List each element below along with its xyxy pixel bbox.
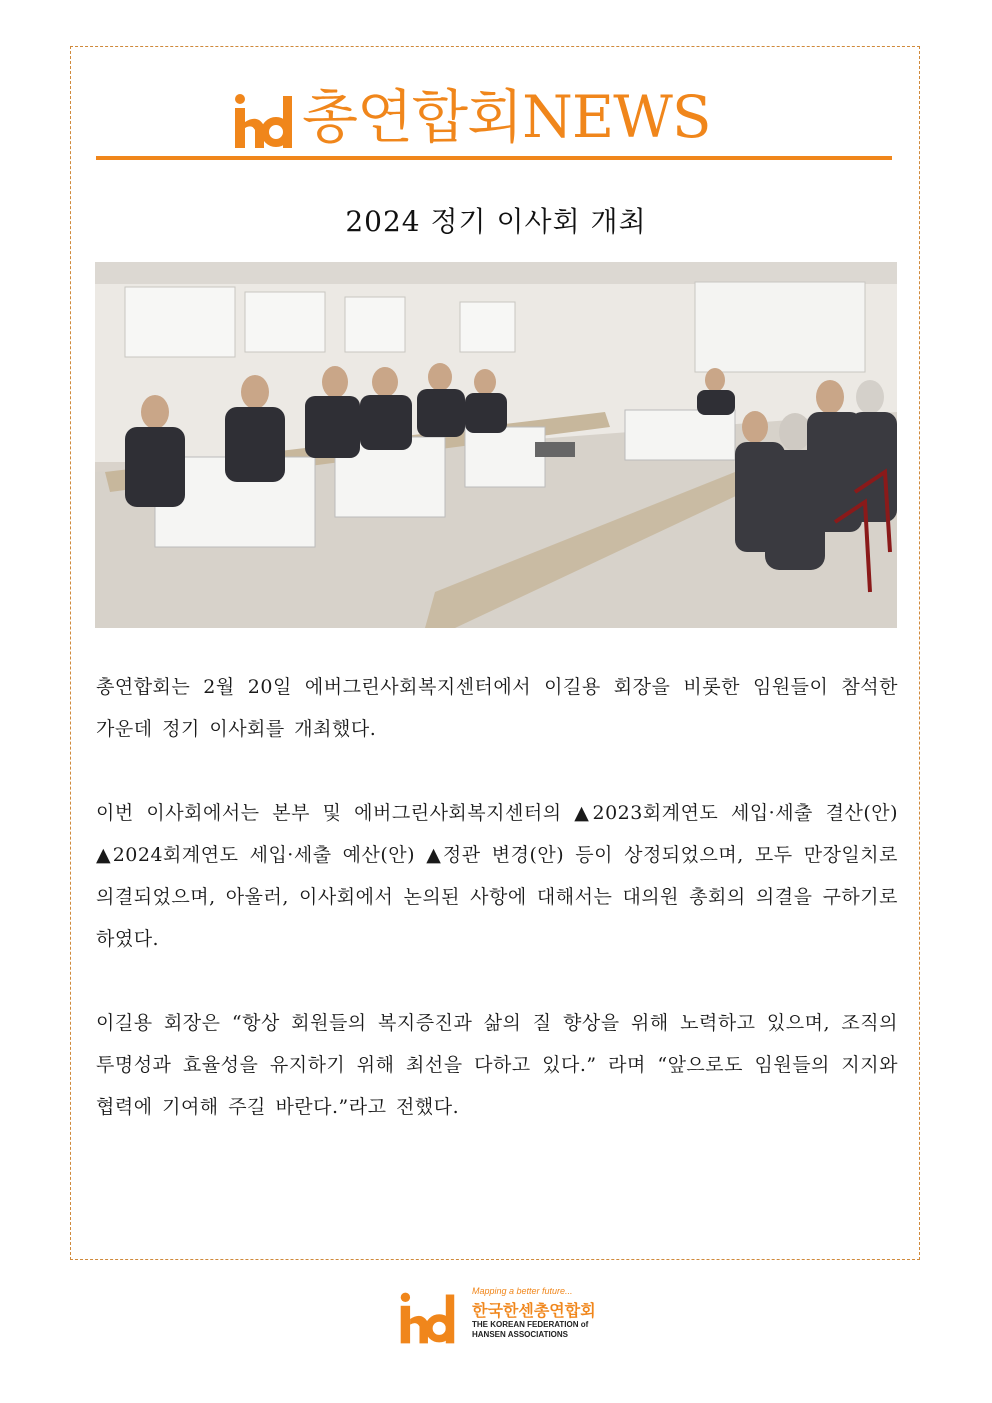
footer-org-name-en-line2: HANSEN ASSOCIATIONS: [472, 1330, 569, 1339]
footer: [396, 1284, 636, 1354]
masthead-title: 총연합회NEWS: [302, 83, 711, 151]
article-paragraph: 총연합회는 2월 20일 에버그린사회복지센터에서 이길용 회장을 비롯한 임원들이 참석한 가운데 정기 이사회를 개최했다.: [96, 676, 898, 740]
footer-org-name-en: [472, 1320, 642, 1340]
article-paragraph: 이번 이사회에서는 본부 및 에버그린사회복지센터의 ▲2023회계연도 세입·세출 결산(안) ▲2024회계연도 세입·세출 예산(안) ▲정관 변경(안) 등이 상정되었으며, 모두 만장일치로 의결되었으며, 아울러, 이사회에서 논의된 사항에 대해서는 대의원 총회의 의결을 구하기로 하였다.: [96, 802, 898, 950]
hd-logo-icon: [230, 92, 296, 150]
hd-logo-icon: [396, 1290, 458, 1346]
masthead-rule: [96, 156, 892, 160]
article-body: [96, 666, 898, 1170]
footer-org-name: 한국한센총연합회: [472, 1301, 596, 1320]
footer-org-name-en-line1: THE KOREAN FEDERATION of: [472, 1320, 589, 1329]
footer-tagline: Mapping a better future...: [472, 1286, 573, 1296]
article-paragraph: 이길용 회장은 “항상 회원들의 복지증진과 삶의 질 향상을 위해 노력하고 있으며, 조직의 투명성과 효율성을 유지하기 위해 최선을 다하고 있다.” 라며 “앞으로도 임원들의 지지와 협력에 기여해 주길 바란다.”라고 전했다.: [96, 1012, 898, 1118]
masthead: [96, 78, 892, 168]
article-headline: 2024 정기 이사회 개최: [345, 205, 647, 238]
meeting-photo: [95, 262, 897, 628]
